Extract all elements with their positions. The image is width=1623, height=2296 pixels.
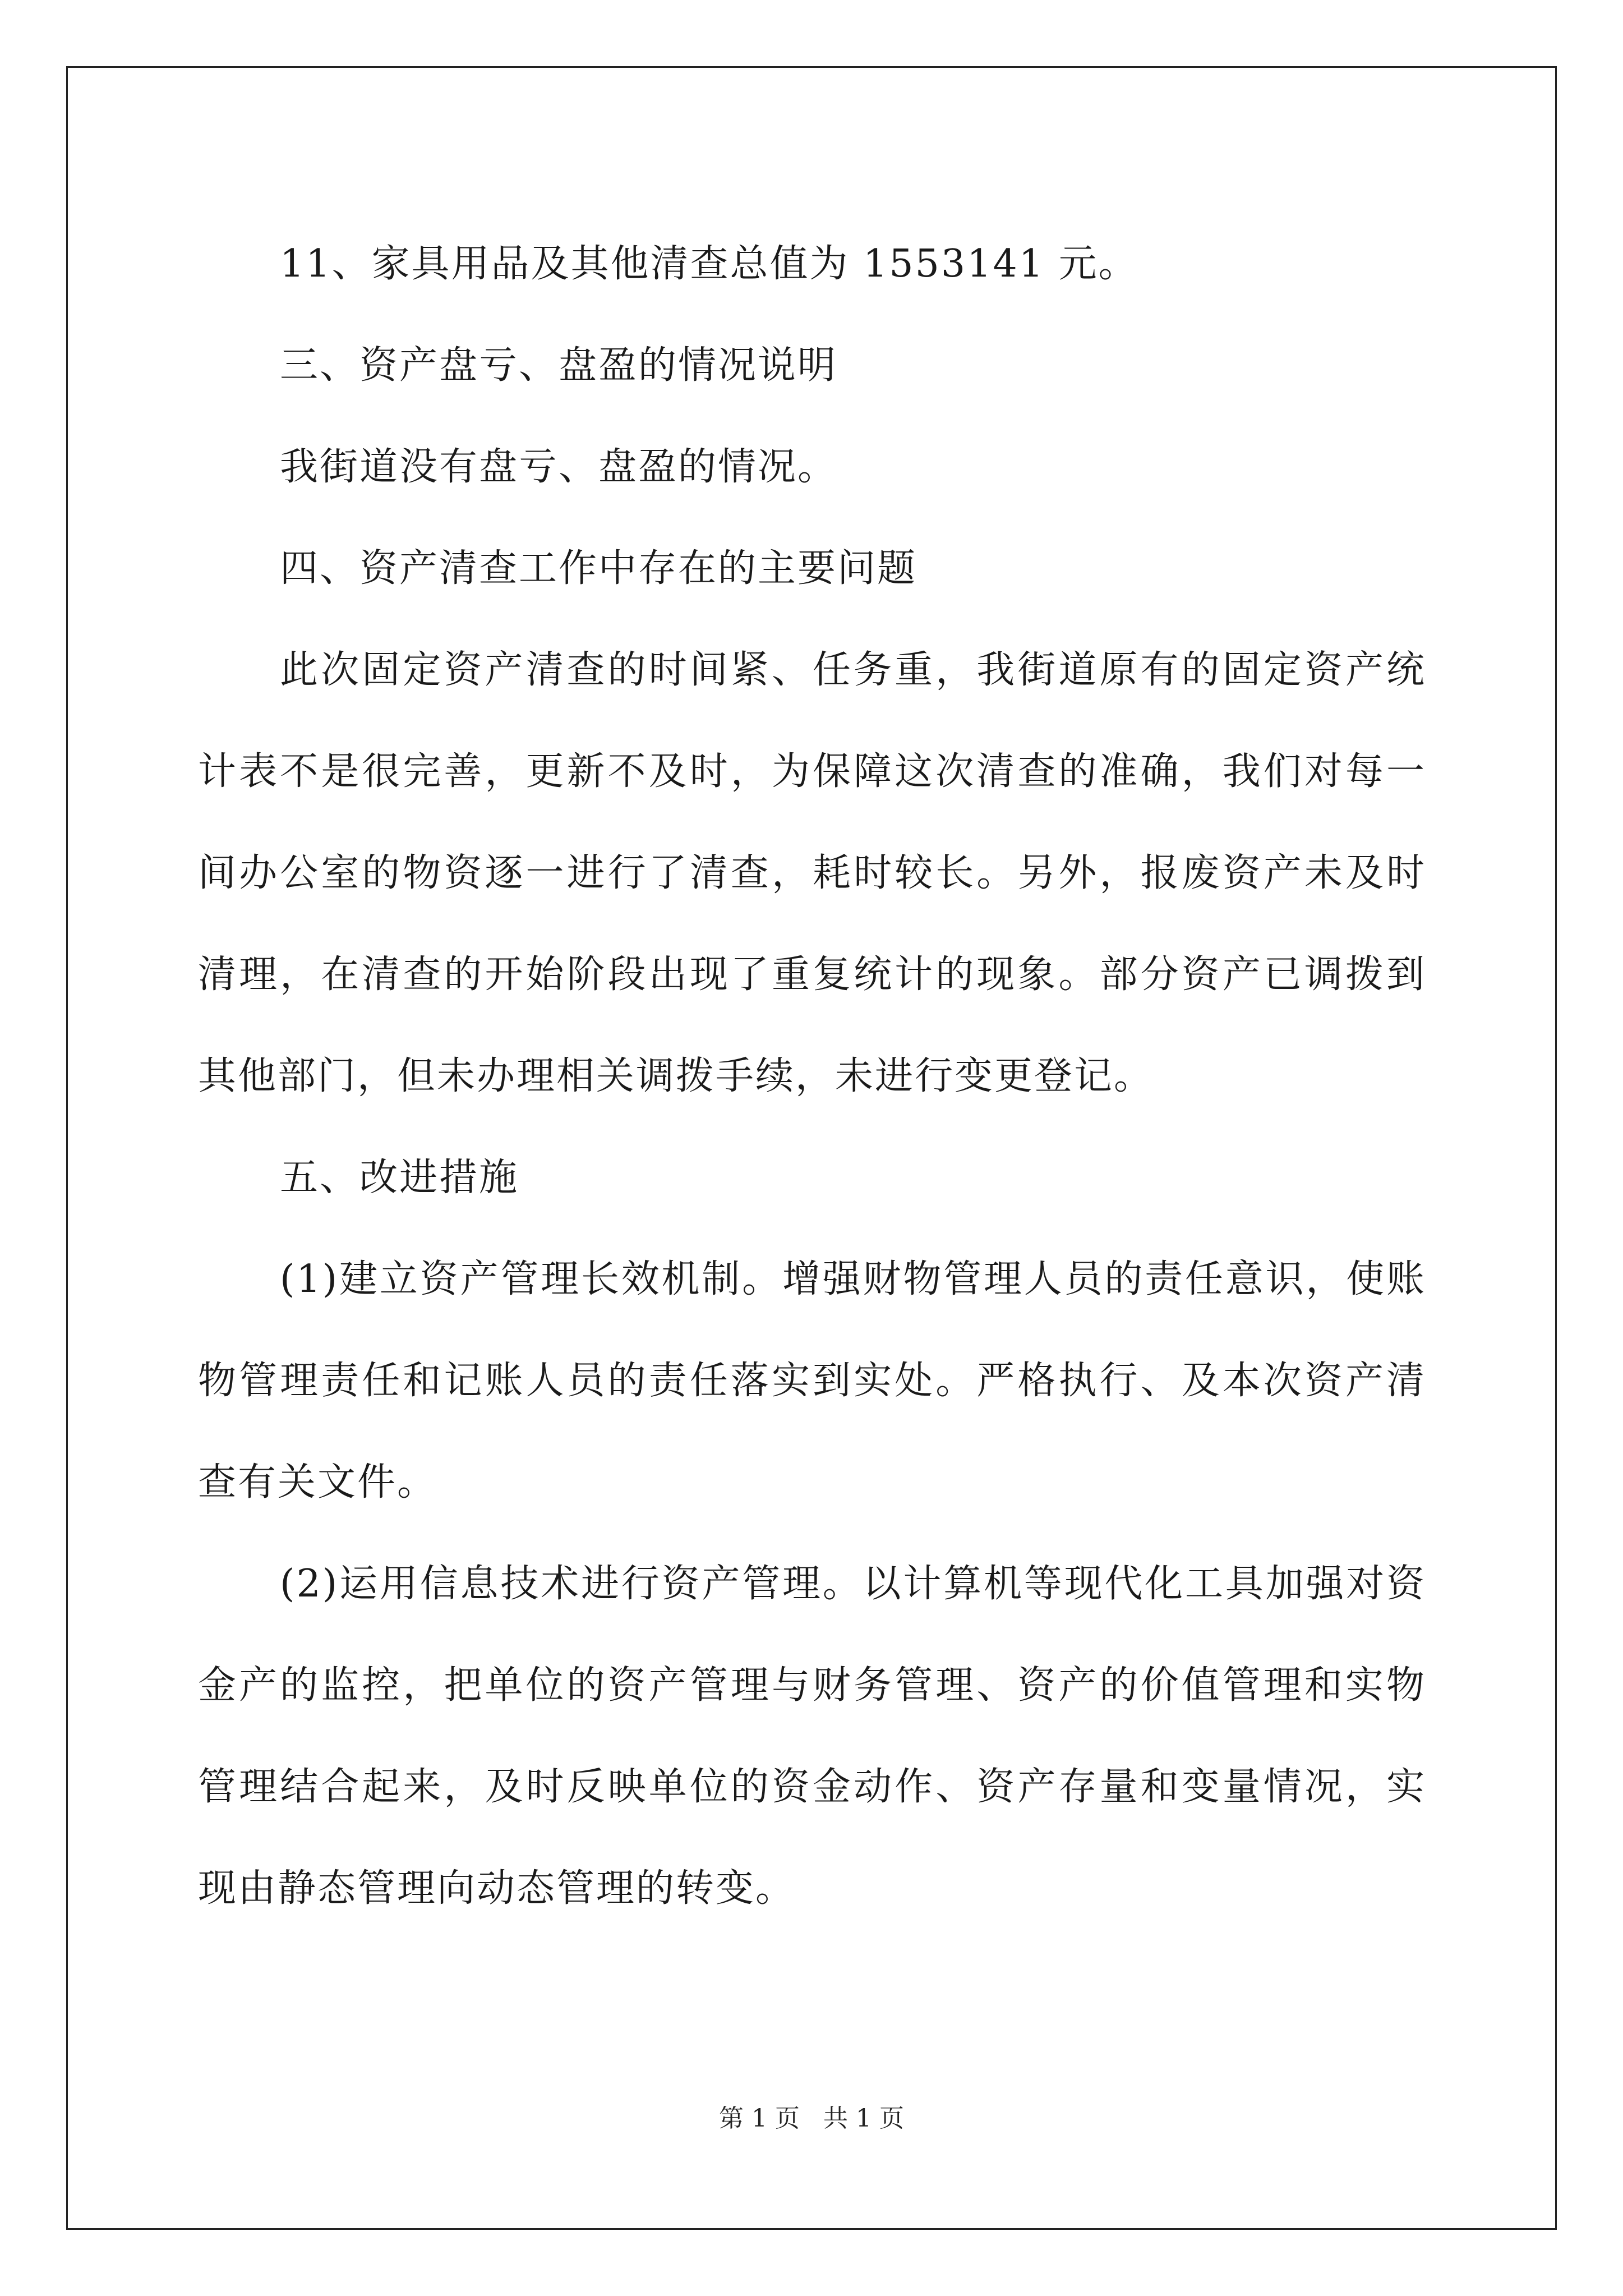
section-heading-improvements: 五、改进措施 (280, 1156, 519, 1200)
paragraph-measure-2: (2)运用信息技术进行资产管理。以计算机等现代化工具加强对资金产的监控，把单位的资产管理与财务管理、资产的价值管理和实物管理结合起来，及时反映单位的资金动作、资产存量和变量情况，实现由静态管理向动态管理的转变。 (198, 1562, 1426, 1911)
paragraph-measure-1: (1)建立资产管理长效机制。增强财物管理人员的责任意识，使账物管理责任和记账人员的责任落实到实处。严格执行、及本次资产清查有关文件。 (198, 1257, 1426, 1504)
section-heading-inventory-loss: 三、资产盘亏、盘盈的情况说明 (280, 343, 838, 388)
document-body (198, 213, 1426, 1939)
page-footer (0, 2098, 1623, 2134)
page-total-label: 共 1 页 (823, 2104, 904, 2133)
page-number-label: 第 1 页 (719, 2104, 800, 2133)
section-heading-main-problems: 四、资产清查工作中存在的主要问题 (280, 546, 917, 591)
paragraph-problems-detail: 此次固定资产清查的时间紧、任务重，我街道原有的固定资产统计表不是很完善，更新不及时，为保障这次清查的准确，我们对每一间办公室的物资逐一进行了清查，耗时较长。另外，报废资产未及时清理，在清查的开始阶段出现了重复统计的现象。部分资产已调拨到其他部门，但未办理相关调拨手续，未进行变更登记。 (198, 648, 1426, 1098)
paragraph-furniture-total: 11、家具用品及其他清查总值为 1553141 元。 (280, 242, 1138, 286)
paragraph-no-loss: 我街道没有盘亏、盘盈的情况。 (280, 445, 838, 489)
